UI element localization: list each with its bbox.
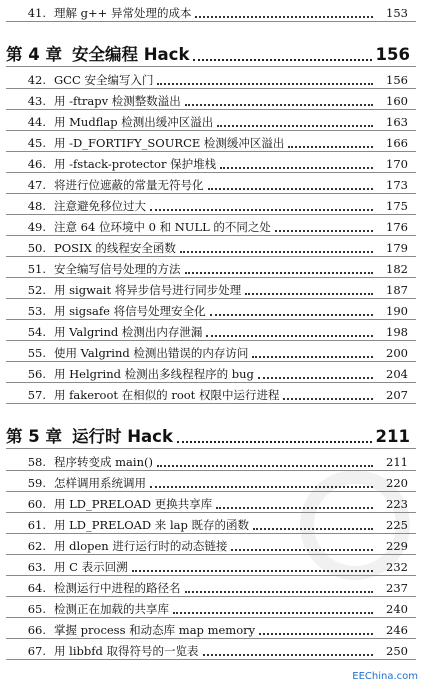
entry-page-number: 182 [386,262,408,276]
leader-dots [185,589,374,593]
entry-title: 用 fakeroot 在相似的 root 权限中运行进程 [54,388,280,402]
entry-number: 55. [27,346,46,360]
toc-entry[interactable] [0,470,422,490]
entry-title: 用 LD_PRELOAD 来 lap 既存的函数 [54,518,250,532]
entry-title: 安全编写信号处理的方法 [54,262,181,276]
entry-page-number: 187 [386,283,408,297]
divider [6,659,416,660]
entry-number: 63. [27,560,46,574]
toc-entry[interactable] [0,340,422,360]
entry-title: POSIX 的线程安全函数 [54,241,176,255]
chapter-label: 第 5 章 [6,427,62,446]
entry-page-number: 173 [386,178,408,192]
entry-number: 59. [27,476,46,490]
entry-number: 51. [27,262,46,276]
toc-entry[interactable] [0,109,422,129]
entry-number: 56. [27,367,46,381]
leader-dots [283,396,373,400]
entry-title: GCC 安全编写入门 [54,73,154,87]
divider [6,21,416,22]
entry-number: 61. [27,518,46,532]
chapter-page-number: 211 [375,427,410,446]
toc-entry[interactable] [0,617,422,637]
entry-page-number: 190 [386,304,408,318]
chapter-title: 安全编程 Hack [71,45,190,64]
entry-title: 用 -fstack-protector 保护堆栈 [54,157,217,171]
leader-dots [288,144,373,148]
entry-title: 理解 g++ 异常处理的成本 [54,6,192,20]
entry-page-number: 211 [386,455,408,469]
toc-entry[interactable] [0,638,422,658]
toc-entry[interactable] [0,277,422,297]
toc-entry[interactable] [0,256,422,276]
entry-number: 48. [27,199,46,213]
entry-title: 用 -D_FORTIFY_SOURCE 检测缓冲区溢出 [54,136,285,150]
leader-dots [132,568,373,572]
entry-title: 掌握 process 和动态库 map memory [54,623,256,637]
entry-page-number: 223 [386,497,408,511]
leader-dots [150,484,373,488]
toc-entry[interactable] [0,172,422,192]
leader-dots [245,291,373,295]
entry-page-number: 198 [386,325,408,339]
leader-dots [220,165,373,169]
entry-page-number: 240 [386,602,408,616]
entry-page-number: 160 [386,94,408,108]
leader-dots [150,207,373,211]
leader-dots [173,610,373,614]
leader-dots [275,228,373,232]
leader-dots [177,439,372,443]
entry-title: 用 LD_PRELOAD 更换共享库 [54,497,213,511]
toc-entry[interactable] [0,214,422,234]
chapter-title: 运行时 Hack [71,427,173,446]
entry-number: 45. [27,136,46,150]
toc-entry[interactable] [0,554,422,574]
entry-title: 用 sigsafe 将信号处理安全化 [54,304,206,318]
entry-page-number: 200 [386,346,408,360]
entry-number: 65. [27,602,46,616]
entry-title: 用 libbfd 取得符号的一览表 [54,644,199,658]
entry-page-number: 232 [386,560,408,574]
entry-number: 66. [27,623,46,637]
entry-title: 注意避免移位过大 [54,199,146,213]
entry-page-number: 207 [386,388,408,402]
entry-page-number: 204 [386,367,408,381]
chapter-heading[interactable] [0,419,422,447]
toc-entry[interactable] [0,361,422,381]
entry-number: 49. [27,220,46,234]
toc-entry[interactable] [0,575,422,595]
entry-page-number: 246 [386,623,408,637]
leader-dots [217,123,373,127]
toc-entry[interactable] [0,596,422,616]
entry-title: 注意 64 位环境中 0 和 NULL 的不同之处 [54,220,271,234]
chapter-label: 第 4 章 [6,45,62,64]
toc-entry[interactable] [0,193,422,213]
toc-entry[interactable] [0,512,422,532]
entry-number: 57. [27,388,46,402]
leader-dots [253,526,373,530]
entry-title: 将进行位遮蔽的常量无符号化 [54,178,204,192]
entry-page-number: 229 [386,539,408,553]
toc-entry[interactable] [0,88,422,108]
entry-number: 62. [27,539,46,553]
chapter-page-number: 156 [375,45,410,64]
entry-title: 程序转变成 main() [54,455,153,469]
leader-dots [203,652,373,656]
toc-entry[interactable] [0,151,422,171]
entry-page-number: 237 [386,581,408,595]
toc-entry[interactable] [0,67,422,87]
leader-dots [180,249,373,253]
entry-title: 用 Mudflap 检测出缓冲区溢出 [54,115,214,129]
entry-number: 67. [27,644,46,658]
entry-number: 42. [27,73,46,87]
entry-page-number: 166 [386,136,408,150]
entry-page-number: 163 [386,115,408,129]
toc-entry[interactable] [0,382,422,402]
entry-title: 用 C 表示回溯 [54,560,128,574]
entry-page-number: 153 [386,6,408,20]
entry-number: 50. [27,241,46,255]
entry-title: 检测运行中进程的路径名 [54,581,181,595]
entry-title: 用 dlopen 进行运行时的动态链接 [54,539,228,553]
entry-page-number: 156 [386,73,408,87]
watermark: EEChina.com [352,671,418,682]
entry-number: 54. [27,325,46,339]
leader-dots [193,57,371,61]
entry-title: 怎样调用系统调用 [54,476,146,490]
entry-page-number: 175 [386,199,408,213]
entry-number: 64. [27,581,46,595]
toc-entry[interactable] [0,235,422,255]
divider [6,403,416,404]
entry-page-number: 250 [386,644,408,658]
leader-dots [231,547,373,551]
entry-page-number: 225 [386,518,408,532]
entry-title: 使用 Valgrind 检测出错误的内存访问 [54,346,249,360]
leader-dots [157,463,373,467]
leader-dots [258,375,373,379]
entry-title: 用 Helgrind 检测出多线程程序的 bug [54,367,254,381]
entry-number: 43. [27,94,46,108]
leader-dots [252,354,373,358]
entry-page-number: 176 [386,220,408,234]
leader-dots [208,186,374,190]
entry-number: 46. [27,157,46,171]
entry-title: 用 Valgrind 检测出内存泄漏 [54,325,203,339]
entry-number: 53. [27,304,46,318]
leader-dots [259,631,373,635]
toc-entry[interactable] [0,319,422,339]
chapter-heading[interactable] [0,37,422,65]
toc-entry[interactable] [0,298,422,318]
entry-number: 44. [27,115,46,129]
entry-number: 41. [27,6,46,20]
entry-title: 用 sigwait 将异步信号进行同步处理 [54,283,242,297]
entry-page-number: 220 [386,476,408,490]
leader-dots [216,505,373,509]
toc-entry[interactable] [0,491,422,511]
toc-entry[interactable] [0,0,422,20]
toc-entry[interactable] [0,130,422,150]
leader-dots [210,312,373,316]
entry-number: 58. [27,455,46,469]
toc-entry[interactable] [0,533,422,553]
entry-title: 检测正在加载的共享库 [54,602,169,616]
entry-title: 用 -ftrapv 检测整数溢出 [54,94,181,108]
leader-dots [195,14,373,18]
leader-dots [185,102,373,106]
leader-dots [185,270,374,274]
toc-entry[interactable] [0,449,422,469]
entry-page-number: 170 [386,157,408,171]
entry-number: 60. [27,497,46,511]
entry-number: 52. [27,283,46,297]
leader-dots [206,333,373,337]
leader-dots [157,81,373,85]
entry-page-number: 179 [386,241,408,255]
entry-number: 47. [27,178,46,192]
